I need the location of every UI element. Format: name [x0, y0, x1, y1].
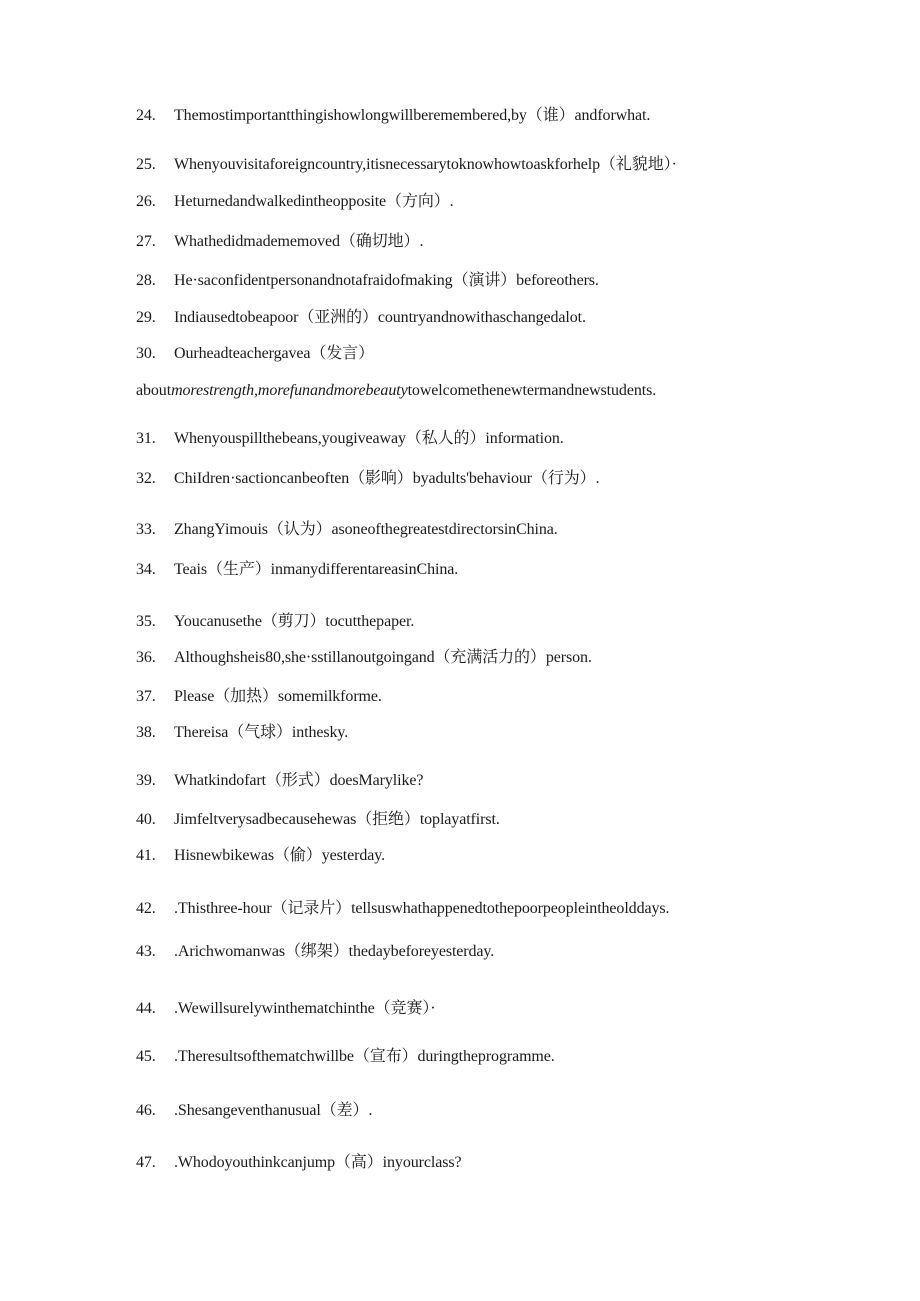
question-number: 33. — [136, 521, 156, 538]
question-number: 29. — [136, 309, 156, 326]
question-number: 37. — [136, 688, 156, 705]
question-text: Whatkindofart（形式）doesMarylike? — [174, 772, 424, 789]
question-text: Thereisa（气球）inthesky. — [174, 724, 349, 741]
question-number: 47. — [136, 1154, 156, 1171]
question-number: 31. — [136, 430, 156, 447]
question-number: 25. — [136, 156, 156, 173]
question-number: 36. — [136, 649, 156, 666]
question-text: .Arichwomanwas（绑架）thedaybeforeyesterday. — [174, 943, 495, 960]
question-26 — [136, 192, 880, 212]
question-41 — [136, 846, 880, 866]
question-30 — [136, 344, 880, 364]
question-text: .Shesangeventhanusual（差）. — [174, 1102, 373, 1119]
question-number: 26. — [136, 193, 156, 210]
question-46 — [136, 1101, 880, 1121]
continuation-italic: morestrength,morefunandmorebeauty — [171, 382, 408, 399]
question-35 — [136, 612, 880, 632]
question-text: Hisnewbikewas（偷）yesterday. — [174, 847, 385, 864]
question-32 — [136, 469, 880, 489]
question-43 — [136, 942, 880, 962]
question-text: Althoughsheis80,she·sstillanoutgoingand（充满活力的）person. — [174, 649, 592, 666]
question-text: Jimfeltverysadbecausehewas（拒绝）toplayatfirst. — [174, 811, 500, 828]
question-text: .Theresultsofthematchwillbe（宣布）duringtheprogramme. — [174, 1048, 555, 1065]
question-text: .Thisthree-hour（记录片）tellsuswhathappenedtothepoorpeopleintheolddays. — [174, 900, 670, 917]
question-text: Indiausedtobeapoor（亚洲的）countryandnowithaschangedalot. — [174, 309, 586, 326]
question-number: 28. — [136, 272, 156, 289]
question-number: 46. — [136, 1102, 156, 1119]
question-number: 41. — [136, 847, 156, 864]
question-number: 44. — [136, 1000, 156, 1017]
question-number: 40. — [136, 811, 156, 828]
question-number: 24. — [136, 107, 156, 124]
question-text: ZhangYimouis（认为）asoneofthegreatestdirectorsinChina. — [174, 521, 558, 538]
question-number: 35. — [136, 613, 156, 630]
question-number: 42. — [136, 900, 156, 917]
question-text: Whathedidmadememoved（确切地）. — [174, 233, 424, 250]
question-text: Whenyouspillthebeans,yougiveaway（私人的）information. — [174, 430, 564, 447]
question-number: 32. — [136, 470, 156, 487]
continuation-prefix: about — [136, 382, 172, 399]
question-text: Teais（生产）inmanydifferentareasinChina. — [174, 561, 459, 578]
question-29 — [136, 308, 880, 328]
question-text: Heturnedandwalkedintheopposite（方向）. — [174, 193, 454, 210]
question-text: Themostimportantthingishowlongwillberemembered,by（谁）andforwhat. — [174, 107, 651, 124]
question-number: 27. — [136, 233, 156, 250]
question-text: Whenyouvisitaforeigncountry,itisnecessarytoknowhowtoaskforhelp（礼貌地）· — [174, 156, 677, 173]
question-text: He·saconfidentpersonandnotafraidofmaking（演讲）beforeothers. — [174, 272, 599, 289]
question-42 — [136, 899, 880, 919]
question-28 — [136, 271, 880, 291]
question-34 — [136, 560, 880, 580]
question-number: 38. — [136, 724, 156, 741]
question-24 — [136, 106, 880, 126]
question-text: .Wewillsurelywinthematchinthe（竞赛）· — [174, 1000, 436, 1017]
question-38 — [136, 723, 880, 743]
question-text: Please（加热）somemilkforme. — [174, 688, 382, 705]
question-text: Ourheadteachergavea（发言） — [174, 345, 374, 362]
question-33 — [136, 520, 880, 540]
question-number: 30. — [136, 345, 156, 362]
question-39 — [136, 771, 880, 791]
question-47 — [136, 1153, 880, 1173]
question-36 — [136, 648, 880, 668]
question-25 — [136, 155, 880, 175]
question-37 — [136, 687, 880, 707]
question-text: ChiIdren·sactioncanbeoften（影响）byadults'behaviour（行为）. — [174, 470, 600, 487]
question-27 — [136, 232, 880, 252]
question-number: 45. — [136, 1048, 156, 1065]
question-45 — [136, 1047, 880, 1067]
question-44 — [136, 999, 880, 1019]
question-31 — [136, 429, 880, 449]
continuation-suffix: towelcomethenewtermandnewstudents. — [407, 382, 657, 399]
question-number: 39. — [136, 772, 156, 789]
question-30-continuation — [136, 381, 880, 401]
question-number: 34. — [136, 561, 156, 578]
question-40 — [136, 810, 880, 830]
question-text: .Whodoyouthinkcanjump（高）inyourclass? — [174, 1154, 462, 1171]
question-number: 43. — [136, 943, 156, 960]
question-text: Youcanusethe（剪刀）tocutthepaper. — [174, 613, 415, 630]
